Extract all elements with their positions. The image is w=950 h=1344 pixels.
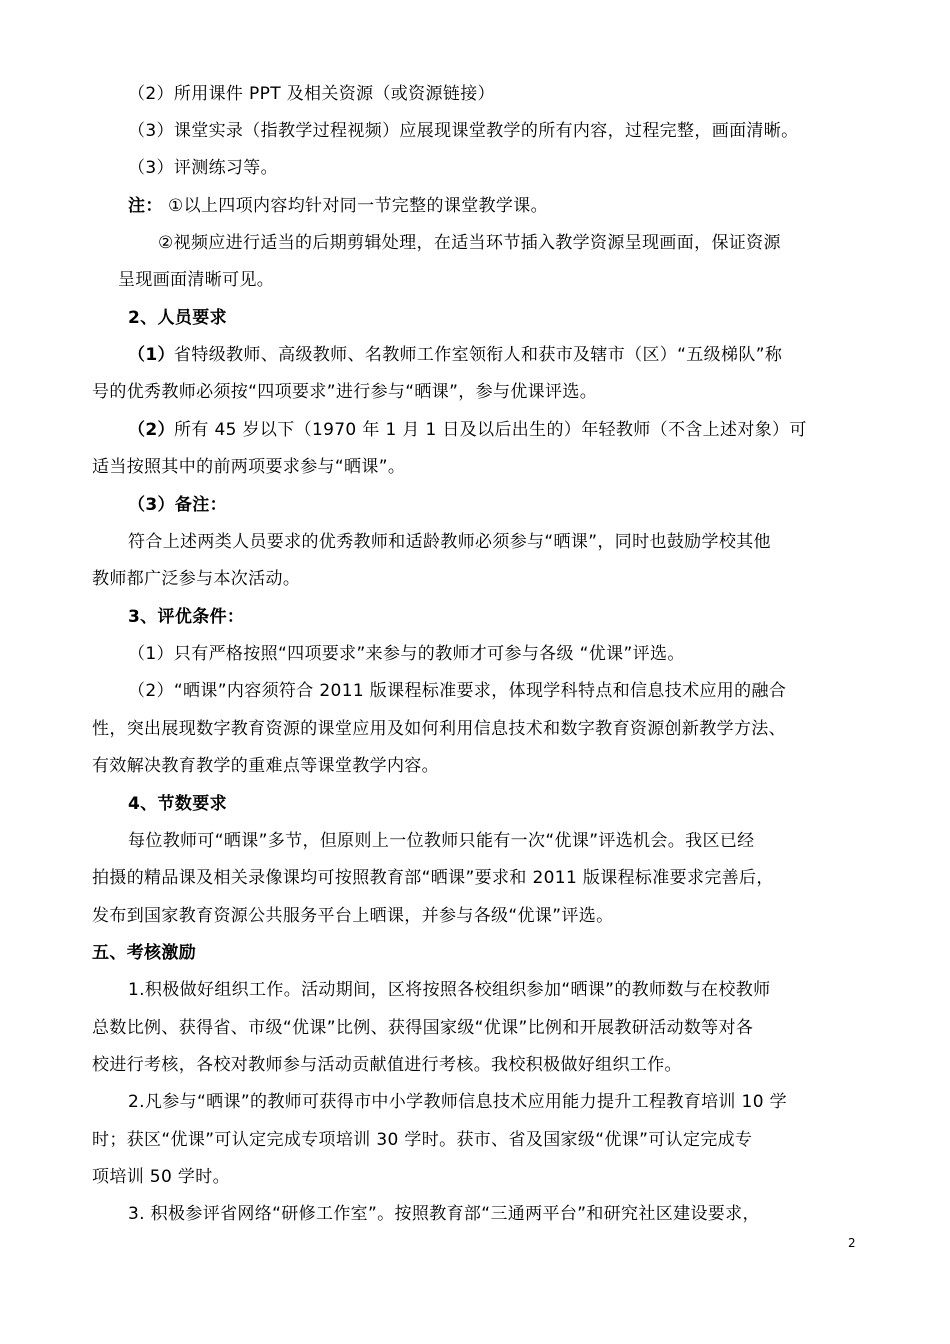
text-line: 拍摄的精品课及相关录像课均可按照教育部“晒课”要求和 2011 版课程标准要求完善后， bbox=[92, 868, 774, 888]
text-line: （1）只有严格按照“四项要求”来参与的教师才可参与各级 “优课”评选。 bbox=[128, 644, 685, 664]
text-line: 号的优秀教师必须按“四项要求”进行参与“晒课”，参与优课评选。 bbox=[92, 382, 598, 402]
note-label: 注： bbox=[128, 196, 163, 216]
text-line: （2）所用课件 PPT 及相关资源（或资源链接） bbox=[128, 84, 495, 104]
section-heading: 4、节数要求 bbox=[128, 794, 227, 814]
text-line: 有效解决教育教学的重难点等课堂教学内容。 bbox=[92, 756, 439, 776]
text-line: 2.凡参与“晒课”的教师可获得市中小学教师信息技术应用能力提升工程教育培训 10 学 bbox=[128, 1092, 787, 1112]
text-line: 3. 积极参评省网络“研修工作室”。按照教育部“三通两平台”和研究社区建设要求， bbox=[128, 1204, 760, 1224]
section-subheading: （3）备注： bbox=[128, 495, 227, 515]
chapter-heading: 五、考核激励 bbox=[92, 943, 197, 963]
text-line: ②视频应进行适当的后期剪辑处理，在适当环节插入教学资源呈现画面，保证资源 bbox=[158, 233, 781, 253]
section-heading: 3、评优条件： bbox=[128, 607, 245, 627]
item-number: （1） bbox=[128, 345, 175, 365]
text-line: 适当按照其中的前两项要求参与“晒课”。 bbox=[92, 457, 406, 477]
text-line: 1.积极做好组织工作。活动期间，区将按照各校组织参加“晒课”的教师数与在校教师 bbox=[128, 980, 771, 1000]
text-line: （2）“晒课”内容须符合 2011 版课程标准要求，体现学科特点和信息技术应用的融合 bbox=[128, 681, 787, 701]
text-line: （3）评测练习等。 bbox=[128, 158, 278, 178]
text-line: 所有 45 岁以下（1970 年 1 月 1 日及以后出生的）年轻教师（不含上述对象）可 bbox=[174, 420, 807, 440]
text-line: （3）课堂实录（指教学过程视频）应展现课堂教学的所有内容，过程完整，画面清晰。 bbox=[128, 121, 799, 141]
text-line: 每位教师可“晒课”多节，但原则上一位教师只能有一次“优课”评选机会。我区已经 bbox=[128, 831, 755, 851]
text-line: 呈现画面清晰可见。 bbox=[118, 270, 275, 290]
text-line: 项培训 50 学时。 bbox=[92, 1167, 230, 1187]
page-number: 2 bbox=[848, 1236, 856, 1250]
item-number: （2） bbox=[128, 420, 175, 440]
text-line: 性，突出展现数字教育资源的课堂应用及如何利用信息技术和数字教育资源创新教学方法、 bbox=[92, 719, 786, 739]
text-line: ①以上四项内容均针对同一节完整的课堂教学课。 bbox=[168, 196, 548, 216]
section-heading: 2、人员要求 bbox=[128, 308, 227, 328]
text-line: 发布到国家教育资源公共服务平台上晒课，并参与各级“优课”评选。 bbox=[92, 906, 614, 926]
text-line: 时；获区“优课”可认定完成专项培训 30 学时。获市、省及国家级“优课”可认定完成专 bbox=[92, 1130, 753, 1150]
text-line: 教师都广泛参与本次活动。 bbox=[92, 569, 301, 589]
text-line: 校进行考核，各校对教师参与活动贡献值进行考核。我校积极做好组织工作。 bbox=[92, 1055, 682, 1075]
text-line: 符合上述两类人员要求的优秀教师和适龄教师必须参与“晒课”，同时也鼓励学校其他 bbox=[128, 532, 771, 552]
text-line: 总数比例、获得省、市级“优课”比例、获得国家级“优课”比例和开展教研活动数等对各 bbox=[92, 1018, 754, 1038]
text-line: 省特级教师、高级教师、名教师工作室领衔人和获市及辖市（区）“五级梯队”称 bbox=[174, 345, 783, 365]
